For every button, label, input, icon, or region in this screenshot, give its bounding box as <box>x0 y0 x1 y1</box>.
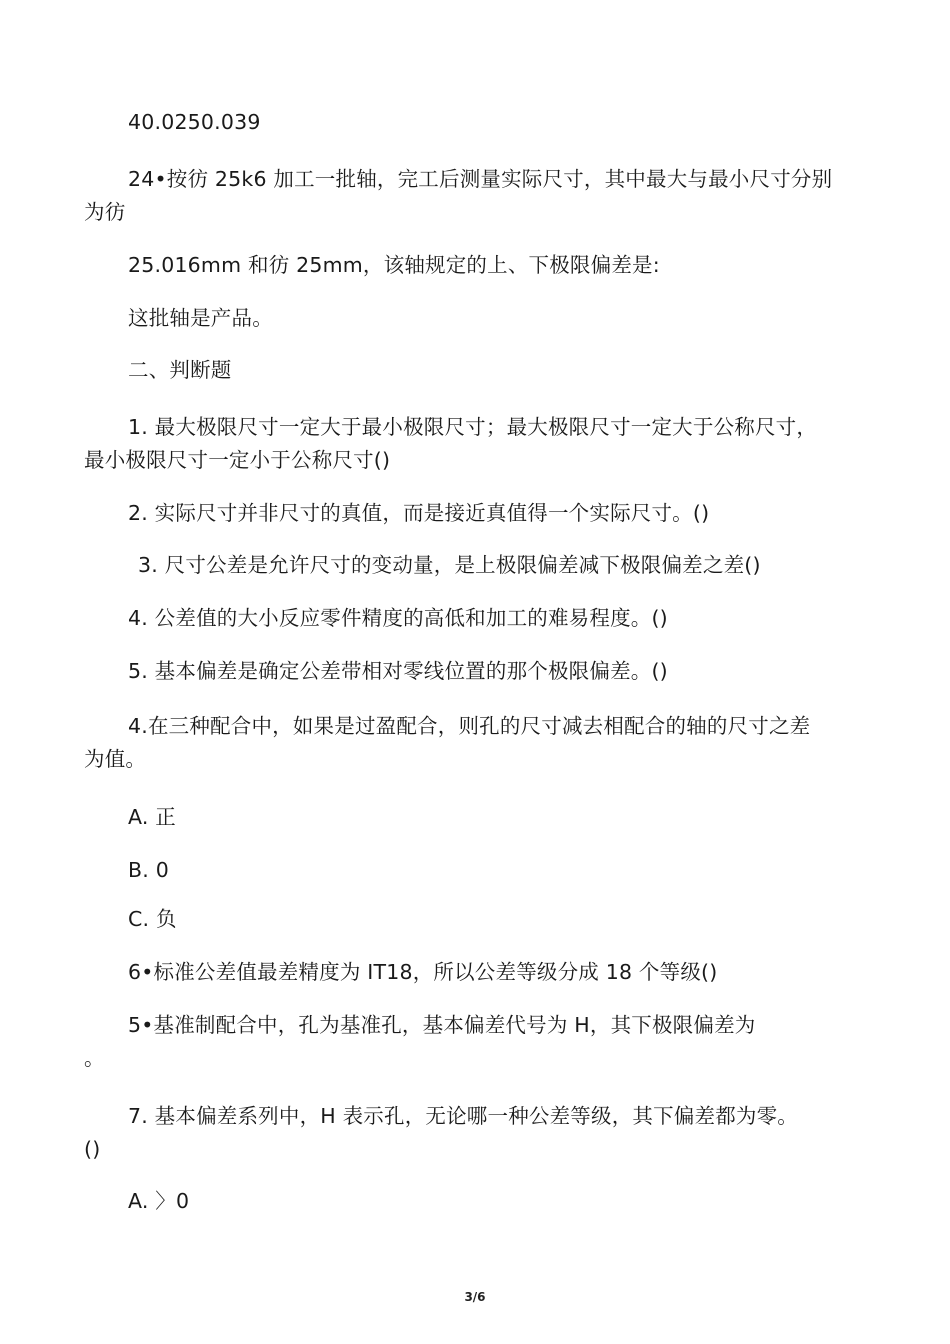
text-line-14: 为值。 <box>84 747 147 771</box>
text-line-7: 1. 最大极限尺寸一定大于最小极限尺寸；最大极限尺寸一定大于公称尺寸， <box>128 415 818 439</box>
option-a-2: A. 〉0 <box>128 1189 190 1213</box>
text-line-1: 40.0250.039 <box>128 110 261 134</box>
text-line-5: 这批轴是产品。 <box>128 306 273 330</box>
text-line-12: 5. 基本偏差是确定公差带相对零线位置的那个极限偏差。() <box>128 659 668 683</box>
text-line-19: 5•基准制配合中，孔为基准孔，基本偏差代号为 H，其下极限偏差为 <box>128 1013 756 1037</box>
section-heading: 二、判断题 <box>128 358 232 382</box>
text-line-11: 4. 公差值的大小反应零件精度的高低和加工的难易程度。() <box>128 606 668 630</box>
option-a: A. 正 <box>128 805 176 829</box>
text-line-10: 3. 尺寸公差是允许尺寸的变动量，是上极限偏差减下极限偏差之差() <box>138 553 761 577</box>
text-line-3: 为彷 <box>84 200 126 224</box>
text-line-2: 24•按彷 25k6 加工一批轴，完工后测量实际尺寸，其中最大与最小尺寸分别 <box>128 167 833 191</box>
text-line-4: 25.016mm 和彷 25mm，该轴规定的上、下极限偏差是: <box>128 253 660 277</box>
text-line-8: 最小极限尺寸一定小于公称尺寸() <box>84 448 391 472</box>
text-line-18: 6•标准公差值最差精度为 IT18，所以公差等级分成 18 个等级() <box>128 960 718 984</box>
page-number: 3/6 <box>464 1290 486 1304</box>
text-line-22: () <box>84 1137 101 1161</box>
text-line-21: 7. 基本偏差系列中，H 表示孔，无论哪一种公差等级，其下偏差都为零。 <box>128 1104 799 1128</box>
text-line-13: 4.在三种配合中，如果是过盈配合，则孔的尺寸减去相配合的轴的尺寸之差 <box>128 714 811 738</box>
text-line-9: 2. 实际尺寸并非尺寸的真值，而是接近真值得一个实际尺寸。() <box>128 501 710 525</box>
option-b: B. 0 <box>128 858 169 882</box>
text-line-20: 。 <box>84 1046 105 1070</box>
option-c: C. 负 <box>128 907 177 931</box>
